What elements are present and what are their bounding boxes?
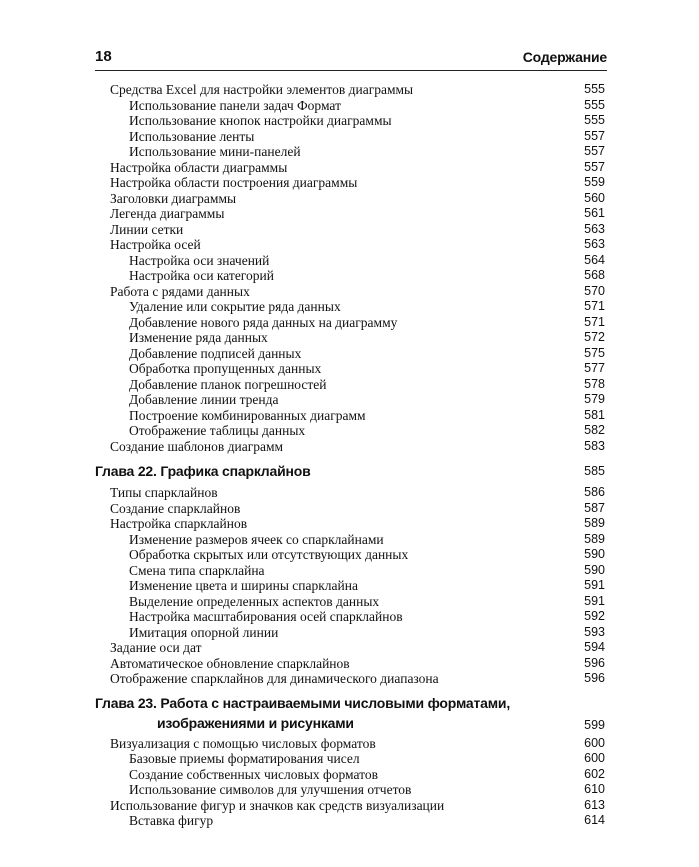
chapter-22-entries bbox=[0, 485, 699, 687]
toc-entry-page: 572 bbox=[584, 330, 605, 344]
toc-entry bbox=[0, 113, 699, 129]
toc-entry bbox=[0, 284, 699, 300]
toc-entry bbox=[0, 516, 699, 532]
toc-entry-page: 555 bbox=[584, 82, 605, 96]
toc-entry bbox=[0, 408, 699, 424]
toc-entry bbox=[0, 532, 699, 548]
toc-entry bbox=[0, 439, 699, 455]
toc-entry-title: Настройка оси категорий bbox=[129, 268, 274, 283]
toc-entry-title: Изменение размеров ячеек со спарклайнами bbox=[129, 531, 384, 547]
toc-entry bbox=[0, 237, 699, 253]
toc-entry bbox=[0, 656, 699, 672]
toc-entry-page: 583 bbox=[584, 438, 605, 453]
toc-entry-page: 575 bbox=[584, 345, 605, 360]
toc-entry-title: Отображение спарклайнов для динамического диапазона bbox=[110, 671, 439, 686]
toc-entry-title: Создание шаблонов диаграмм bbox=[110, 438, 284, 454]
toc-entry-title: Удаление или сокрытие ряда данных bbox=[129, 299, 341, 314]
toc-entry-page: 589 bbox=[584, 531, 605, 546]
toc-entry-title: Типы спарклайнов bbox=[110, 485, 218, 500]
toc-entry bbox=[0, 736, 699, 752]
toc-entry bbox=[0, 222, 699, 238]
toc-entry bbox=[0, 330, 699, 346]
toc-entry bbox=[0, 594, 699, 610]
toc-entry-page: 563 bbox=[584, 237, 605, 251]
toc-entry-title: Использование фигур и значков как средств визуализации bbox=[110, 797, 445, 813]
toc-entry-page: 568 bbox=[584, 268, 605, 282]
toc-entry bbox=[0, 609, 699, 625]
toc-entry-page: 589 bbox=[584, 516, 605, 530]
toc-entry-page: 571 bbox=[584, 314, 605, 329]
toc-entry bbox=[0, 268, 699, 284]
toc-entry-page: 594 bbox=[584, 640, 605, 654]
toc-entry bbox=[0, 485, 699, 501]
toc-entry-title: Изменение ряда данных bbox=[129, 330, 268, 345]
toc-entry-title: Легенда диаграммы bbox=[110, 206, 225, 221]
toc-entry-title: Настройка области диаграммы bbox=[110, 159, 288, 175]
toc-entry-title: Добавление нового ряда данных на диаграмму bbox=[129, 314, 398, 330]
toc-entry-page: 610 bbox=[584, 782, 605, 796]
toc-entry-page: 582 bbox=[584, 423, 605, 437]
toc-entry-page: 560 bbox=[584, 190, 605, 205]
toc-entry bbox=[0, 671, 699, 687]
toc-entry-title: Изменение цвета и ширины спарклайна bbox=[129, 578, 358, 593]
toc-entry bbox=[0, 798, 699, 814]
toc-entry-page: 600 bbox=[584, 751, 605, 765]
toc-entry bbox=[0, 813, 699, 829]
toc-entry-title: Настройка спарклайнов bbox=[110, 516, 248, 531]
toc-entry-page: 591 bbox=[584, 578, 605, 592]
toc-entry-page: 614 bbox=[584, 813, 605, 827]
toc-entry bbox=[0, 563, 699, 579]
toc-entry-title: Выделение определенных аспектов данных bbox=[129, 593, 380, 609]
toc-entry bbox=[0, 206, 699, 222]
toc-entry-title: Использование кнопок настройки диаграммы bbox=[129, 113, 392, 128]
toc-entry bbox=[0, 191, 699, 207]
toc-entry bbox=[0, 625, 699, 641]
toc-entry-page: 596 bbox=[584, 671, 605, 685]
toc-entry bbox=[0, 751, 699, 767]
toc-entry-title: Обработка скрытых или отсутствующих данных bbox=[129, 547, 409, 562]
toc-entry bbox=[0, 782, 699, 798]
toc-entry-page: 559 bbox=[584, 175, 605, 189]
chapter-page: 599 bbox=[584, 717, 605, 732]
toc-entry-title: Использование ленты bbox=[129, 128, 255, 144]
toc-entry bbox=[0, 578, 699, 594]
toc-entry bbox=[0, 640, 699, 656]
toc-entry-page: 578 bbox=[584, 376, 605, 391]
toc-entry bbox=[0, 392, 699, 408]
toc-entry bbox=[0, 361, 699, 377]
chapter-23-entries bbox=[0, 736, 699, 829]
toc-entry-title: Задание оси дат bbox=[110, 640, 202, 655]
toc-entry-title: Базовые приемы форматирования чисел bbox=[129, 751, 360, 766]
toc-entry bbox=[0, 160, 699, 176]
toc-entry-page: 600 bbox=[584, 735, 605, 750]
toc-entry-page: 587 bbox=[584, 500, 605, 515]
toc-entry-title: Настройка оси значений bbox=[129, 252, 270, 268]
table-of-contents bbox=[0, 82, 699, 829]
toc-entry-title: Линии сетки bbox=[110, 221, 184, 237]
toc-entry-title: Использование мини-панелей bbox=[129, 144, 301, 159]
toc-entry bbox=[0, 767, 699, 783]
page-header bbox=[95, 47, 607, 69]
toc-entry-page: 555 bbox=[584, 97, 605, 112]
toc-entry bbox=[0, 547, 699, 563]
chapter-title-line2: изображениями и рисунками bbox=[157, 714, 354, 731]
toc-entry-page: 557 bbox=[584, 144, 605, 158]
chapter-title-line1: Глава 23. Работа с настраиваемыми числовыми форматами, bbox=[95, 694, 511, 711]
toc-entry-page: 613 bbox=[584, 797, 605, 812]
toc-entry-title: Создание спарклайнов bbox=[110, 500, 241, 516]
toc-entry-title: Имитация опорной линии bbox=[129, 624, 279, 640]
toc-entry bbox=[0, 501, 699, 517]
toc-entry-page: 570 bbox=[584, 283, 605, 298]
toc-entry-title: Добавление линии тренда bbox=[129, 392, 279, 407]
toc-entry-title: Настройка области построения диаграммы bbox=[110, 175, 358, 190]
toc-entry-page: 577 bbox=[584, 361, 605, 375]
toc-entry bbox=[0, 129, 699, 145]
chapter-title: Глава 22. Графика спарклайнов bbox=[95, 463, 311, 479]
toc-entry-page: 564 bbox=[584, 252, 605, 267]
toc-entry-title: Вставка фигур bbox=[129, 813, 214, 828]
toc-entry-page: 561 bbox=[584, 206, 605, 220]
toc-entry-title: Настройка масштабирования осей спарклайнов bbox=[129, 609, 403, 624]
toc-entry-title: Заголовки диаграммы bbox=[110, 190, 237, 206]
toc-entry-page: 579 bbox=[584, 392, 605, 406]
toc-entry bbox=[0, 175, 699, 191]
running-title: Содержание bbox=[522, 49, 607, 65]
toc-entry-page: 555 bbox=[584, 113, 605, 127]
toc-entry-page: 557 bbox=[584, 128, 605, 143]
toc-entry bbox=[0, 98, 699, 114]
chapter-23-heading bbox=[0, 693, 699, 733]
chapter-22-heading bbox=[0, 460, 699, 482]
toc-entry-page: 563 bbox=[584, 221, 605, 236]
toc-entry-page: 593 bbox=[584, 624, 605, 639]
toc-entry-title: Создание собственных числовых форматов bbox=[129, 766, 378, 782]
toc-entry-title: Смена типа спарклайна bbox=[129, 562, 265, 578]
toc-entry-page: 602 bbox=[584, 766, 605, 781]
toc-entry-title: Отображение таблицы данных bbox=[129, 423, 306, 438]
toc-entry-title: Настройка осей bbox=[110, 237, 201, 252]
toc-entry-page: 571 bbox=[584, 299, 605, 313]
toc-entry bbox=[0, 299, 699, 315]
toc-entry bbox=[0, 423, 699, 439]
toc-entry-title: Средства Excel для настройки элементов диаграммы bbox=[110, 82, 414, 97]
toc-entry bbox=[0, 253, 699, 269]
toc-entry-page: 591 bbox=[584, 593, 605, 608]
header-rule bbox=[95, 70, 607, 71]
toc-entry-title: Добавление подписей данных bbox=[129, 345, 302, 361]
toc-entry-title: Использование символов для улучшения отчетов bbox=[129, 782, 412, 797]
toc-entry-page: 581 bbox=[584, 407, 605, 422]
toc-entry-title: Автоматическое обновление спарклайнов bbox=[110, 655, 350, 671]
toc-entry bbox=[0, 377, 699, 393]
toc-entry-title: Обработка пропущенных данных bbox=[129, 361, 322, 376]
chapter-page: 585 bbox=[584, 464, 605, 478]
toc-entry-page: 596 bbox=[584, 655, 605, 670]
toc-entry-page: 586 bbox=[584, 485, 605, 499]
toc-entry-title: Визуализация с помощью числовых форматов bbox=[110, 735, 376, 751]
toc-entry-title: Добавление планок погрешностей bbox=[129, 376, 327, 392]
toc-entry-page: 557 bbox=[584, 159, 605, 174]
toc-entry-page: 590 bbox=[584, 562, 605, 577]
toc-entry-title: Работа с рядами данных bbox=[110, 283, 250, 299]
toc-entry-title: Использование панели задач Формат bbox=[129, 97, 341, 113]
toc-entry-page: 592 bbox=[584, 609, 605, 623]
toc-entry-title: Построение комбинированных диаграмм bbox=[129, 407, 366, 423]
section-a-entries bbox=[0, 82, 699, 454]
toc-entry-page: 590 bbox=[584, 547, 605, 561]
toc-entry bbox=[0, 82, 699, 98]
toc-entry bbox=[0, 315, 699, 331]
toc-entry bbox=[0, 346, 699, 362]
page-number: 18 bbox=[95, 48, 112, 65]
toc-entry bbox=[0, 144, 699, 160]
